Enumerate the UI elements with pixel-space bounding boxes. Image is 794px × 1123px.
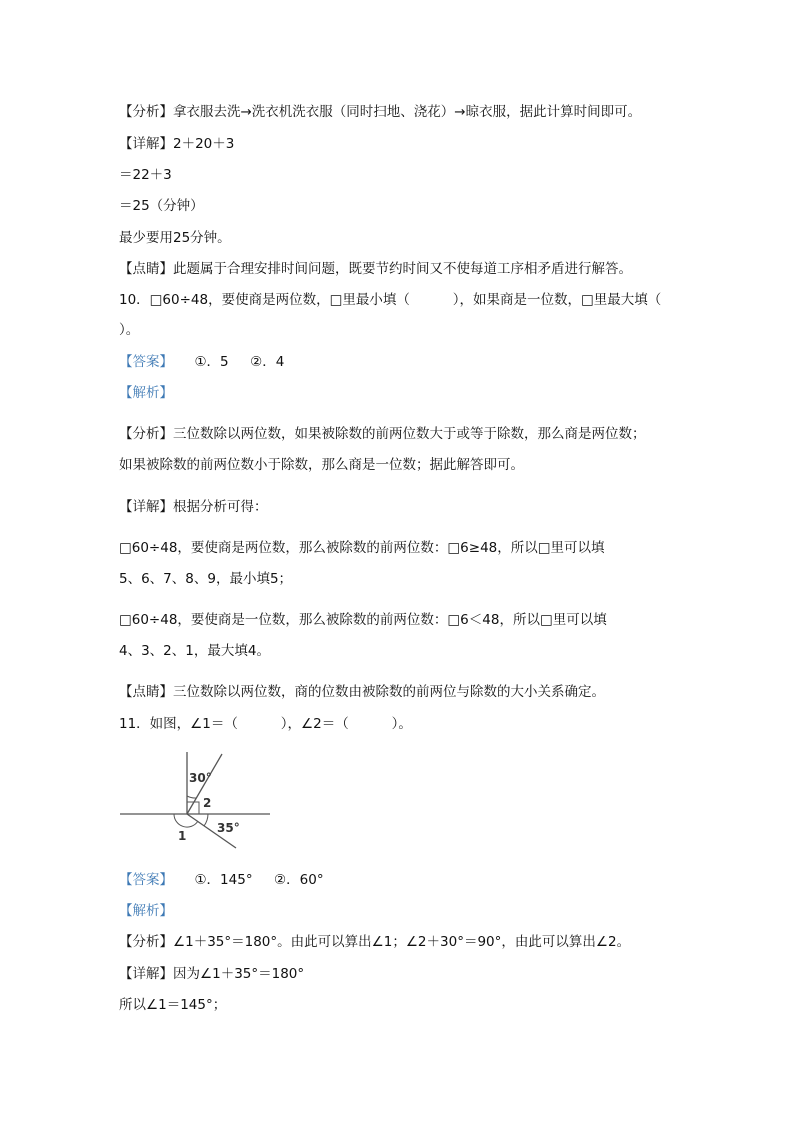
- detail-line: □60÷48，要使商是一位数，那么被除数的前两位数：□6＜48，所以□里可以填: [119, 612, 607, 628]
- comment-line: 【点睛】三位数除以两位数，商的位数由被除数的前两位与除数的大小关系确定。: [119, 684, 605, 700]
- question-11: 11．如图，∠1＝（ ），∠2＝（ ）。: [119, 716, 412, 732]
- analysis-line: 【分析】三位数除以两位数，如果被除数的前两位数大于或等于除数，那么商是两位数；: [119, 426, 646, 442]
- answer-value: ①．5 ②．4: [173, 354, 285, 370]
- label-1: 1: [178, 829, 187, 843]
- answer-value: ①．145° ②．60°: [173, 872, 324, 888]
- detail-line: 所以∠1＝145°；: [119, 997, 227, 1013]
- explanation-label: 【解析】: [119, 385, 173, 401]
- angle-1-arc: [174, 814, 198, 827]
- comment-line: 【点睛】此题属于合理安排时间问题，既要节约时间又不使每道工序相矛盾进行解答。: [119, 261, 632, 277]
- question-10: 10．□60÷48，要使商是两位数，□里最小填（ ），如果商是一位数，□里最大填（: [119, 292, 662, 308]
- detail-line: 5、6、7、8、9，最小填5；: [119, 571, 293, 587]
- answer-line: [119, 870, 324, 890]
- detail-line: □60÷48，要使商是两位数，那么被除数的前两位数：□6≥48，所以□里可以填: [119, 540, 605, 556]
- angle-30-arc: [187, 796, 196, 798]
- question-10-cont: ）。: [119, 322, 140, 338]
- explanation-label: 【解析】: [119, 903, 173, 919]
- label-35: 35°: [217, 821, 240, 835]
- conclusion-line: 最少要用25分钟。: [119, 230, 231, 246]
- detail-line: 【详解】因为∠1＋35°＝180°: [119, 966, 305, 982]
- analysis-line: 【分析】拿衣服去洗→洗衣机洗衣服（同时扫地、浇花）→晾衣服，据此计算时间即可。: [119, 104, 642, 120]
- detail-line: 4、3、2、1，最大填4。: [119, 643, 270, 659]
- angle-figure: [118, 748, 278, 862]
- calc-line: ＝25（分钟）: [119, 198, 204, 214]
- angle-35-arc: [204, 814, 208, 826]
- answer-line: [119, 352, 284, 372]
- label-2: 2: [203, 796, 212, 810]
- answer-label: 【答案】: [119, 354, 173, 370]
- detail-line: 【详解】根据分析可得：: [119, 499, 268, 515]
- analysis-line: 如果被除数的前两位数小于除数，那么商是一位数；据此解答即可。: [119, 457, 524, 473]
- analysis-line: 【分析】∠1＋35°＝180°。由此可以算出∠1；∠2＋30°＝90°，由此可以算出∠2。: [119, 934, 631, 950]
- label-30: 30°: [189, 771, 212, 785]
- calc-line: ＝22＋3: [119, 167, 172, 183]
- answer-label: 【答案】: [119, 872, 173, 888]
- detail-line: 【详解】2＋20＋3: [119, 136, 235, 152]
